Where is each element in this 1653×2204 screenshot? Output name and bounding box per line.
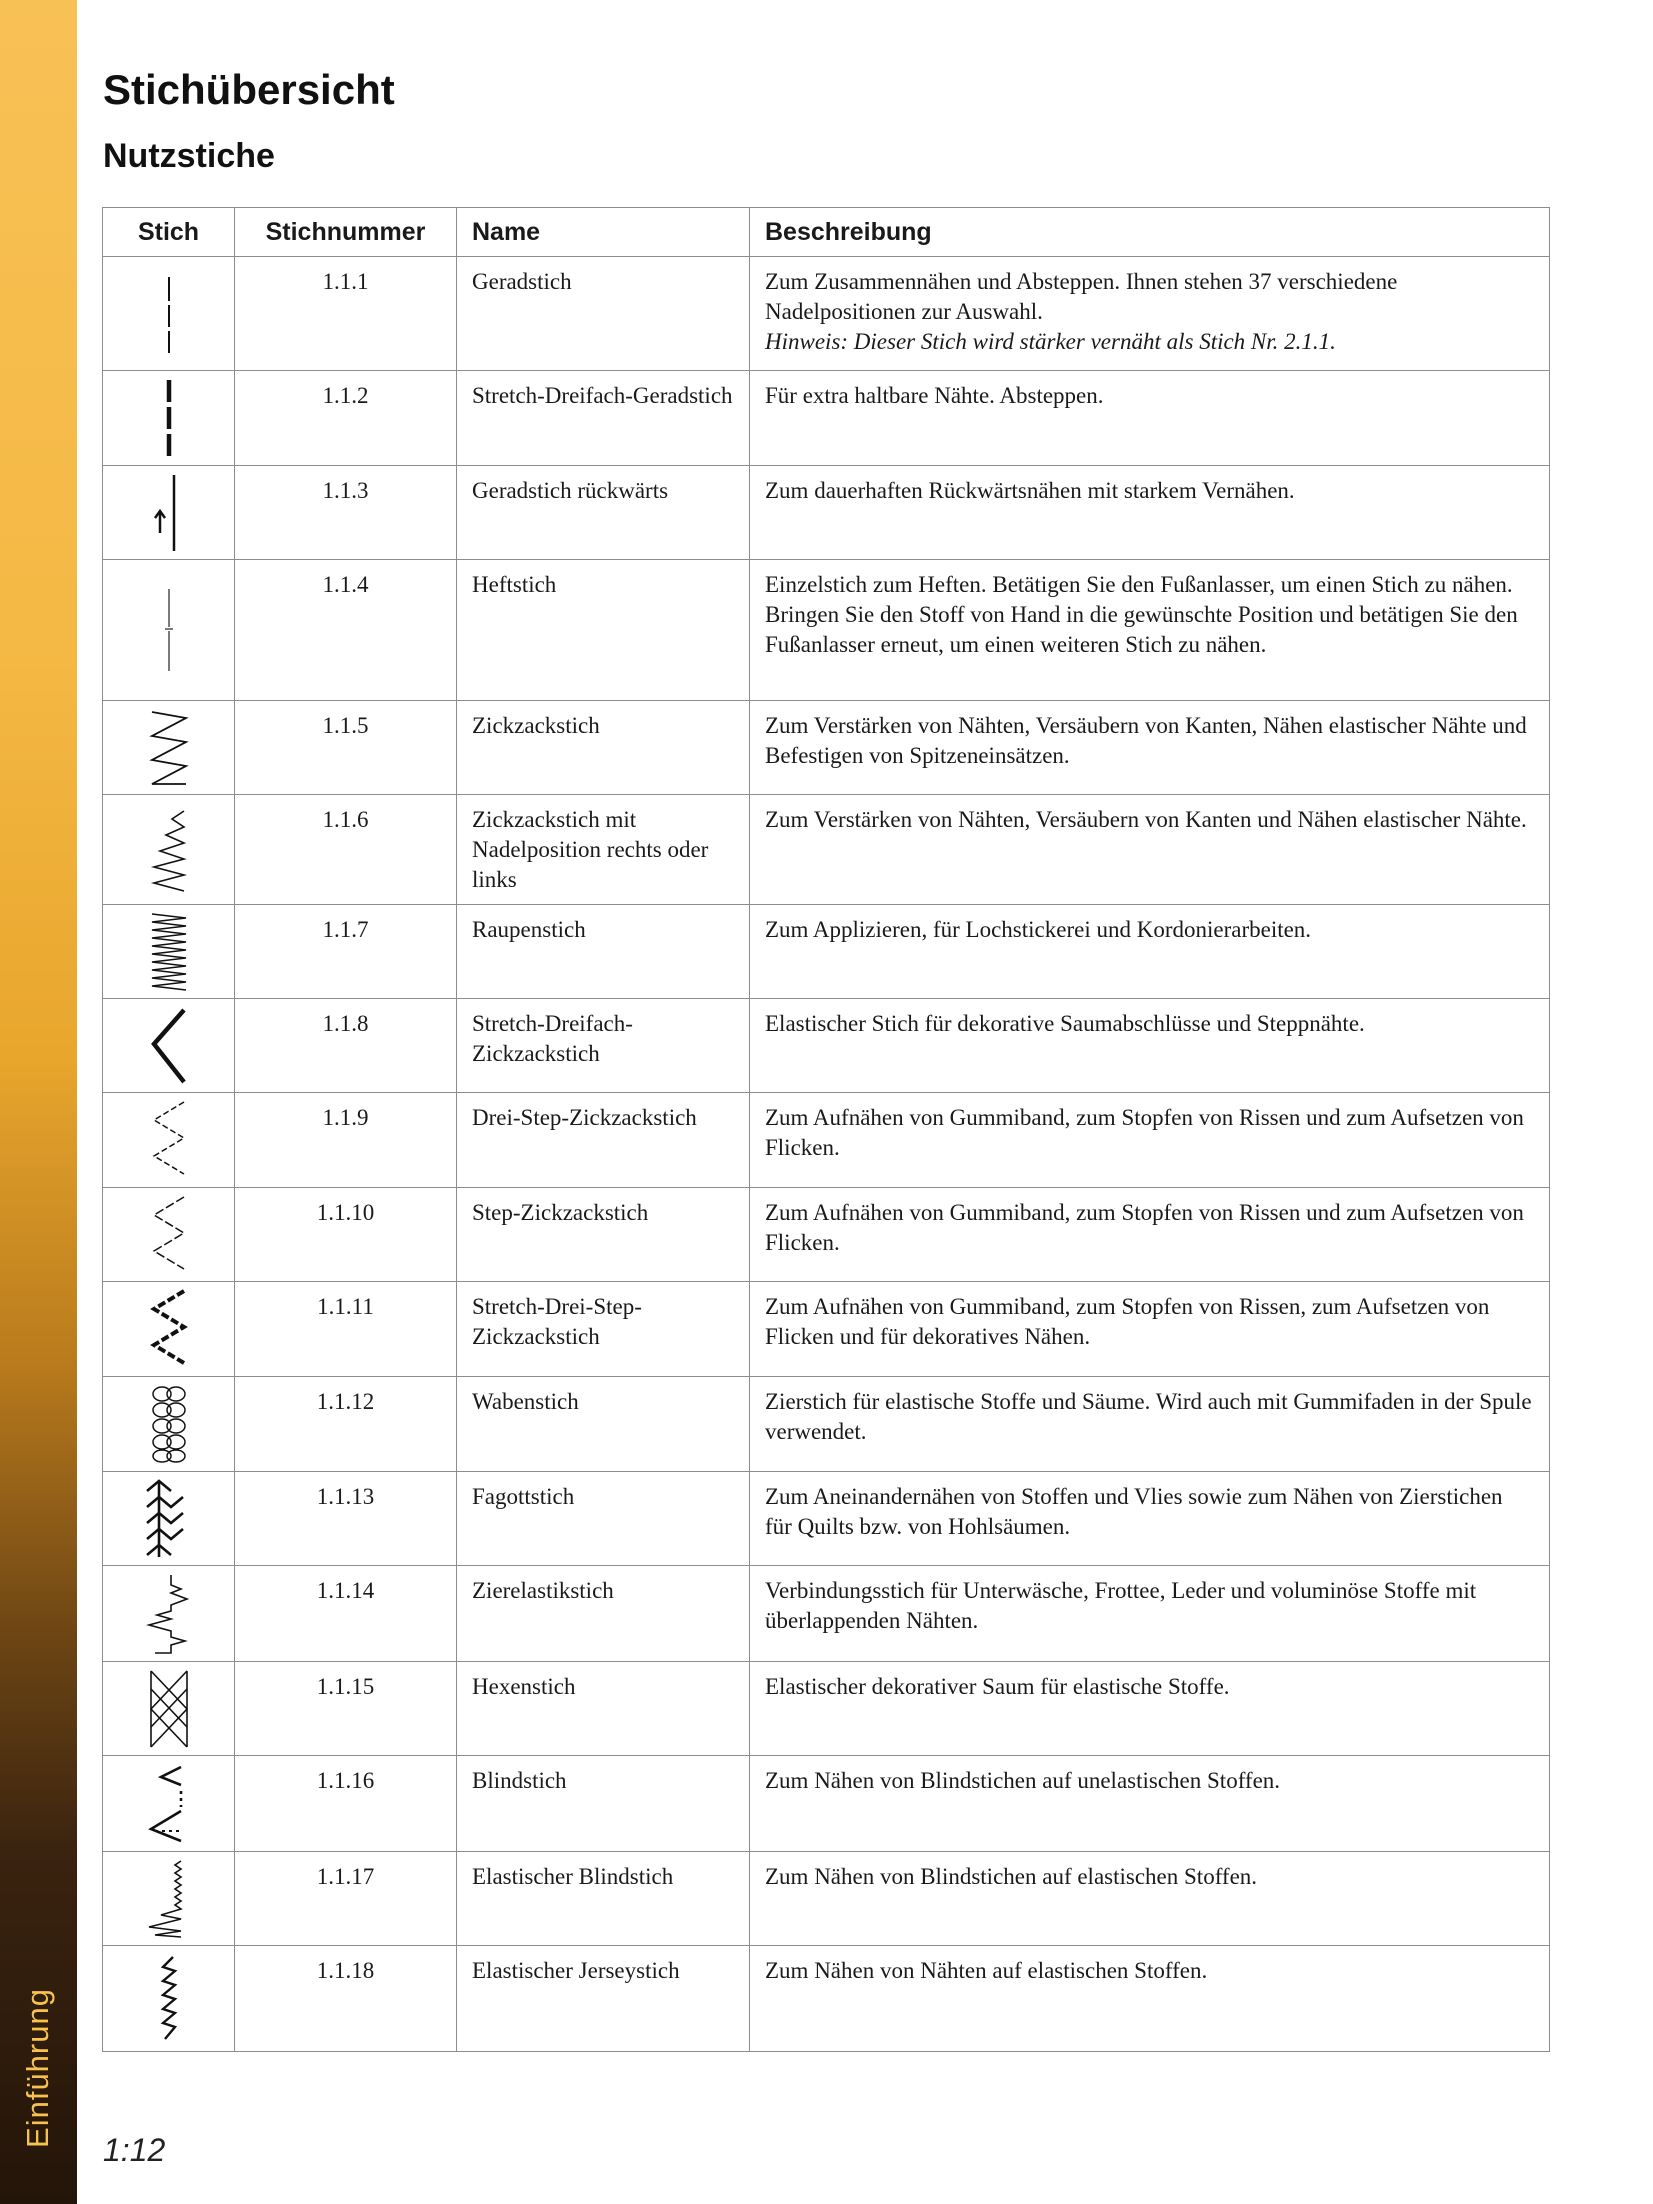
- stitch-name: Stretch-Drei-Step-Zickzackstich: [457, 1282, 750, 1377]
- stitch-note: Hinweis: Dieser Stich wird stärker vernäht als Stich Nr. 2.1.1.: [765, 329, 1336, 354]
- stitch-number: 1.1.10: [235, 1188, 457, 1282]
- three-step-zigzag-icon: [144, 1098, 194, 1182]
- stitch-name: Hexenstich: [457, 1662, 750, 1756]
- stitch-name: Elastischer Blindstich: [457, 1852, 750, 1946]
- stitch-description: Zum Applizieren, für Lochstickerei und Kordonierarbeiten.: [750, 905, 1550, 999]
- stitch-description: Zum Zusammennähen und Absteppen. Ihnen stehen 37 verschiedene Nadelpositionen zur Auswahl.: [765, 269, 1398, 324]
- stitch-description: Zum Nähen von Blindstichen auf unelastischen Stoffen.: [750, 1756, 1550, 1852]
- triple-zigzag-stitch-icon: [144, 1004, 194, 1088]
- table-row: [103, 1188, 1550, 1282]
- elastic-decorative-stitch-icon: [141, 1571, 197, 1657]
- table-row: [103, 466, 1550, 560]
- stitch-description: Einzelstich zum Heften. Betätigen Sie den Fußanlasser, um einen Stich zu nähen. Bringen Sie den Stoff von Hand in die gewünschte Position und betätigen Sie den Fußanlasser erneut, um einen weiteren Stich zu nähen.: [750, 560, 1550, 701]
- stitch-name: Step-Zickzackstich: [457, 1188, 750, 1282]
- stitch-description: Zum Aneinandernähen von Stoffen und Vlies sowie zum Nähen von Zierstichen für Quilts bzw. von Hohlsäumen.: [750, 1472, 1550, 1566]
- stitch-description: Zum Verstärken von Nähten, Versäubern von Kanten und Nähen elastischer Nähte.: [750, 795, 1550, 905]
- side-color-band: [0, 0, 77, 2204]
- step-zigzag-icon: [144, 1193, 194, 1277]
- cross-stitch-icon: [141, 1667, 197, 1751]
- stitch-number: 1.1.16: [235, 1756, 457, 1852]
- table-row: [103, 257, 1550, 371]
- table-row: [103, 560, 1550, 701]
- table-row: [103, 1756, 1550, 1852]
- stitch-name: Raupenstich: [457, 905, 750, 999]
- stitch-number: 1.1.5: [235, 701, 457, 795]
- stitch-number: 1.1.1: [235, 257, 457, 371]
- blind-hem-stitch-icon: [141, 1761, 197, 1847]
- stitch-name: Geradstich rückwärts: [457, 466, 750, 560]
- section-title: Nutzstiche: [103, 137, 275, 175]
- reverse-straight-stitch-icon: [144, 471, 194, 555]
- stitch-number: 1.1.14: [235, 1566, 457, 1662]
- table-row: [103, 795, 1550, 905]
- stitch-description: Zum Nähen von Blindstichen auf elastischen Stoffen.: [750, 1852, 1550, 1946]
- stitch-name: Stretch-Dreifach-Zickzackstich: [457, 999, 750, 1093]
- stitch-description: Elastischer dekorativer Saum für elastische Stoffe.: [750, 1662, 1550, 1756]
- stitch-number: 1.1.11: [235, 1282, 457, 1377]
- basting-stitch-icon: [149, 585, 189, 675]
- stitch-description: Zum Aufnähen von Gummiband, zum Stopfen von Rissen und zum Aufsetzen von Flicken.: [750, 1188, 1550, 1282]
- stitch-number: 1.1.6: [235, 795, 457, 905]
- stitch-description: Zierstich für elastische Stoffe und Säume. Wird auch mit Gummifaden in der Spule verwendet.: [750, 1377, 1550, 1472]
- triple-straight-stitch-icon: [149, 376, 189, 460]
- stitch-number: 1.1.8: [235, 999, 457, 1093]
- stitch-name: Geradstich: [457, 257, 750, 371]
- stitch-number: 1.1.2: [235, 371, 457, 466]
- table-row: [103, 1282, 1550, 1377]
- chapter-label: Einführung: [20, 1988, 55, 2148]
- straight-stitch-icon: [149, 269, 189, 359]
- table-row: [103, 1472, 1550, 1566]
- stitch-description: Elastischer Stich für dekorative Saumabschlüsse und Steppnähte.: [750, 999, 1550, 1093]
- stitch-number: 1.1.15: [235, 1662, 457, 1756]
- faggoting-stitch-icon: [141, 1477, 197, 1561]
- elastic-blind-hem-stitch-icon: [141, 1857, 197, 1941]
- table-row: [103, 1566, 1550, 1662]
- stitch-name: Drei-Step-Zickzackstich: [457, 1093, 750, 1188]
- header-number: Stichnummer: [235, 208, 457, 257]
- elastic-jersey-stitch-icon: [147, 1953, 191, 2045]
- stitch-description: Zum Verstärken von Nähten, Versäubern von Kanten, Nähen elastischer Nähte und Befestigen von Spitzeneinsätzen.: [750, 701, 1550, 795]
- table-row: [103, 1377, 1550, 1472]
- stitch-number: 1.1.17: [235, 1852, 457, 1946]
- satin-stitch-icon: [144, 910, 194, 994]
- table-row: [103, 1946, 1550, 2052]
- page-title: Stichübersicht: [103, 66, 395, 113]
- table-row: [103, 1662, 1550, 1756]
- stitch-number: 1.1.7: [235, 905, 457, 999]
- header-name: Name: [457, 208, 750, 257]
- stitch-number: 1.1.3: [235, 466, 457, 560]
- honeycomb-stitch-icon: [142, 1382, 196, 1466]
- stitch-name: Blindstich: [457, 1756, 750, 1852]
- stitch-description: Zum Aufnähen von Gummiband, zum Stopfen von Rissen, zum Aufsetzen von Flicken und für dekoratives Nähen.: [750, 1282, 1550, 1377]
- stitch-description: Verbindungsstich für Unterwäsche, Frottee, Leder und voluminöse Stoffe mit überlappenden Nähten.: [750, 1566, 1550, 1662]
- stitch-name: Elastischer Jerseystich: [457, 1946, 750, 2052]
- stitch-name: Stretch-Dreifach-Geradstich: [457, 371, 750, 466]
- page-number: 1:12: [103, 2132, 166, 2168]
- stitch-name: Wabenstich: [457, 1377, 750, 1472]
- stitch-number: 1.1.4: [235, 560, 457, 701]
- stitch-description: Für extra haltbare Nähte. Absteppen.: [750, 371, 1550, 466]
- table-row: [103, 905, 1550, 999]
- stitch-number: 1.1.12: [235, 1377, 457, 1472]
- zigzag-needle-position-icon: [144, 805, 194, 895]
- stitch-description: Zum Aufnähen von Gummiband, zum Stopfen von Rissen und zum Aufsetzen von Flicken.: [750, 1093, 1550, 1188]
- stretch-three-step-zigzag-icon: [144, 1287, 194, 1371]
- stitch-name: Zickzackstich: [457, 701, 750, 795]
- table-header-row: [103, 208, 1550, 257]
- stitch-description: Zum dauerhaften Rückwärtsnähen mit starkem Vernähen.: [750, 466, 1550, 560]
- stitch-table: [102, 207, 1550, 2052]
- table-row: [103, 999, 1550, 1093]
- stitch-name: Zierelastikstich: [457, 1566, 750, 1662]
- table-row: [103, 701, 1550, 795]
- header-description: Beschreibung: [750, 208, 1550, 257]
- stitch-name: Zickzackstich mit Nadelposition rechts oder links: [457, 795, 750, 905]
- stitch-description: Zum Nähen von Nähten auf elastischen Stoffen.: [750, 1946, 1550, 2052]
- table-row: [103, 371, 1550, 466]
- stitch-number: 1.1.13: [235, 1472, 457, 1566]
- zigzag-stitch-icon: [144, 706, 194, 790]
- header-stitch: Stich: [103, 208, 235, 257]
- stitch-name: Fagottstich: [457, 1472, 750, 1566]
- stitch-name: Heftstich: [457, 560, 750, 701]
- table-row: [103, 1852, 1550, 1946]
- table-row: [103, 1093, 1550, 1188]
- stitch-number: 1.1.9: [235, 1093, 457, 1188]
- stitch-number: 1.1.18: [235, 1946, 457, 2052]
